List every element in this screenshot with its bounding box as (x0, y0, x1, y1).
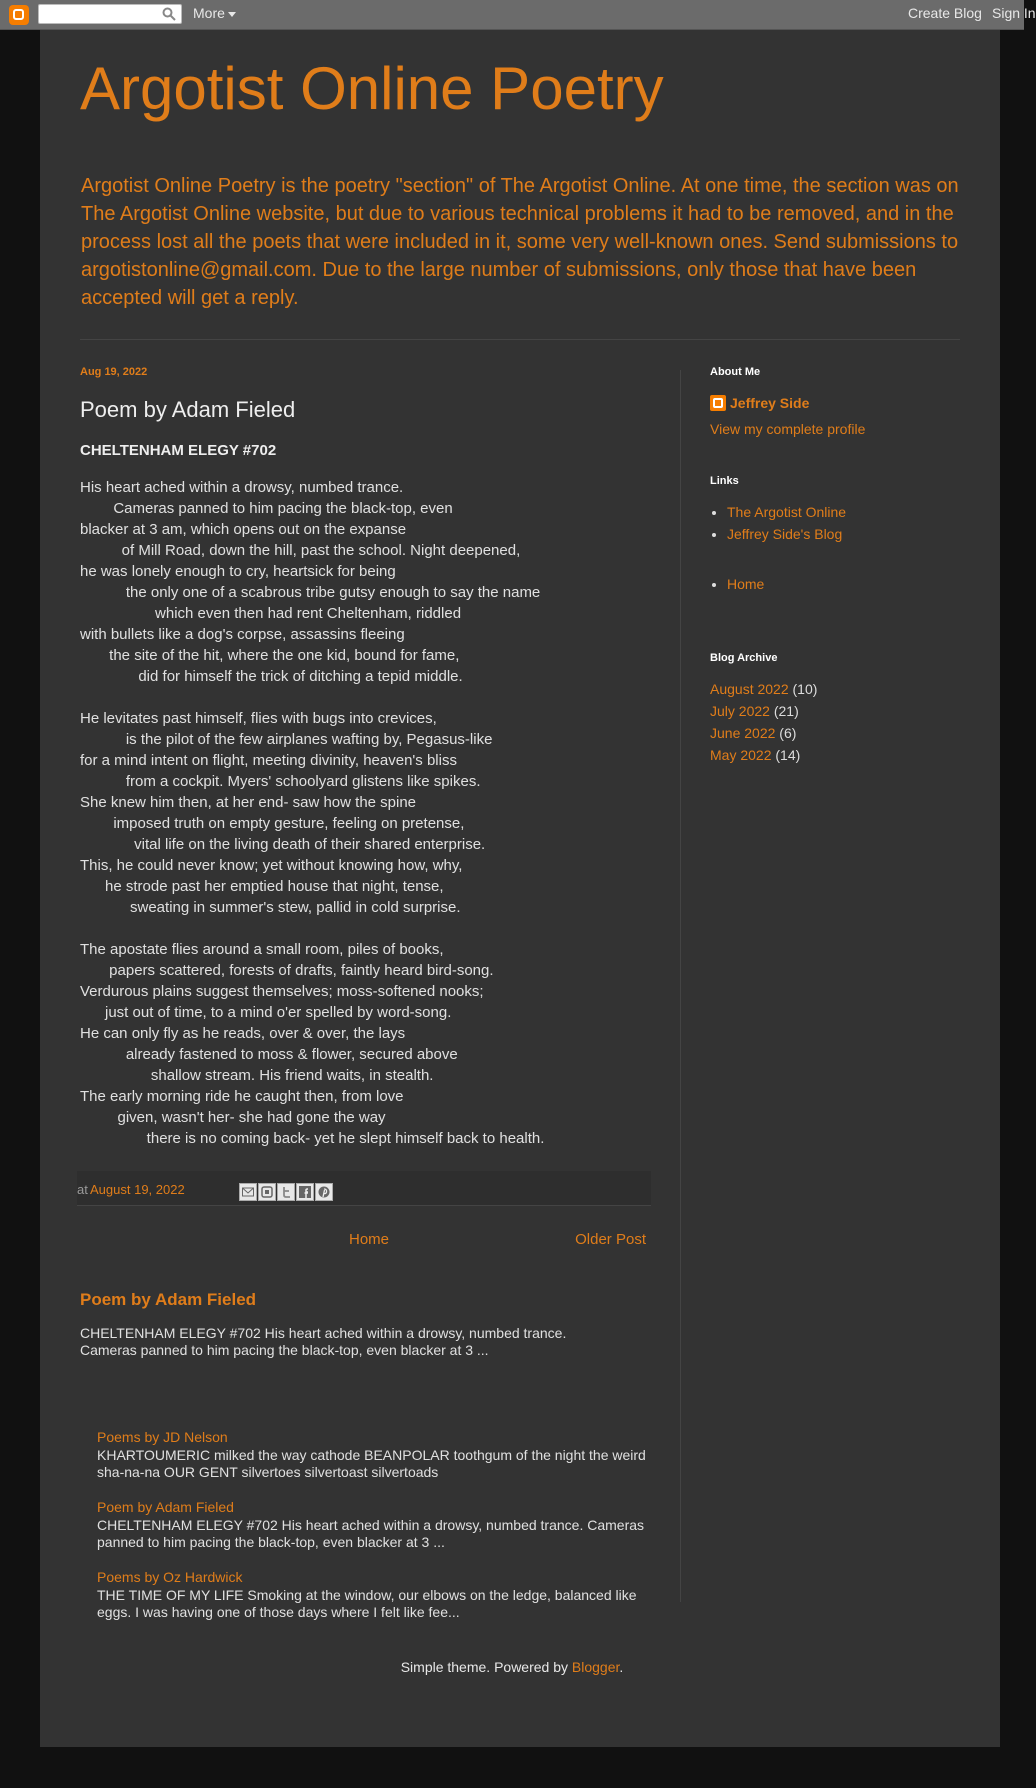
poem-line: is the pilot of the few airplanes wafting by, Pegasus-like (80, 731, 493, 748)
create-blog-link[interactable]: Create Blog (908, 5, 982, 21)
featured-post-title[interactable]: Poem by Adam Fieled (80, 1290, 257, 1309)
footer-suffix: . (619, 1659, 624, 1675)
featured-post-snippet: CHELTENHAM ELEGY #702 His heart ached within a drowsy, numbed trance. Cameras panned to him pacing the black-top, even blacker at 3 ... (80, 1325, 567, 1358)
poem-line: from a cockpit. Myers' schoolyard glistens like spikes. (80, 773, 481, 790)
blogger-logo-icon[interactable] (9, 5, 29, 25)
archive-count: (6) (779, 725, 797, 741)
content-area (40, 30, 1000, 1747)
poem-line: papers scattered, forests of drafts, faintly heard bird-song. (80, 962, 494, 979)
archive-item (710, 678, 970, 700)
poem-line: already fastened to moss & flower, secured above (80, 1046, 458, 1063)
main-column (80, 366, 652, 1149)
poem-stanza (80, 708, 652, 918)
sidebar (710, 366, 970, 766)
footer-attribution (0, 1659, 1024, 1675)
pager-home-link[interactable]: Home (349, 1231, 390, 1248)
pinterest-icon[interactable] (315, 1183, 333, 1201)
popular-post-item (97, 1428, 647, 1481)
poem-line: he strode past her emptied house that night, tense, (80, 878, 444, 895)
header-divider (80, 339, 960, 340)
poem-line: given, wasn't her- she had gone the way (80, 1109, 386, 1126)
share-buttons (239, 1183, 334, 1203)
blogger-profile-icon (710, 395, 726, 411)
archive-item (710, 722, 970, 744)
view-profile-link[interactable]: View my complete profile (710, 421, 866, 437)
archive-count: (10) (792, 681, 818, 697)
profile-row (710, 393, 970, 413)
archive-month-link[interactable]: May 2022 (710, 747, 772, 763)
archive-item (710, 700, 970, 722)
popular-post-item (97, 1568, 647, 1621)
popular-post-snippet: THE TIME OF MY LIFE Smoking at the window, our elbows on the ledge, balanced like eggs. I was having one of those days where I felt like fee... (97, 1587, 637, 1620)
link-jeffrey-side-blog[interactable]: Jeffrey Side's Blog (727, 526, 843, 542)
poem-line: he was lonely enough to cry, heartsick for being (80, 563, 396, 580)
poem-line: Cameras panned to him pacing the black-top, even (80, 500, 453, 517)
poem-line: The early morning ride he caught then, from love (80, 1088, 404, 1105)
poem-line: sweating in summer's stew, pallid in cold surprise. (80, 899, 461, 916)
poem-stanza (80, 477, 652, 687)
poem-line: did for himself the trick of ditching a tepid middle. (80, 668, 463, 685)
post-timestamp-link[interactable]: August 19, 2022 (90, 1182, 185, 1197)
post-title: Poem by Adam Fieled (80, 397, 296, 422)
twitter-icon[interactable] (277, 1183, 295, 1201)
poem-line: of Mill Road, down the hill, past the school. Night deepened, (80, 542, 521, 559)
pages-list-item (727, 573, 970, 595)
links-list-item (727, 501, 970, 523)
footer-text: Simple theme. Powered by (400, 1659, 572, 1675)
poem-line: for a mind intent on flight, meeting divinity, heaven's bliss (80, 752, 457, 769)
popular-post-title[interactable]: Poems by Oz Hardwick (97, 1569, 243, 1585)
poem-line: Verdurous plains suggest themselves; moss-softened nooks; (80, 983, 484, 1000)
archive-month-link[interactable]: July 2022 (710, 703, 770, 719)
post-footer (77, 1171, 651, 1206)
pages-list (710, 573, 970, 595)
poem-line: which even then had rent Cheltenham, riddled (80, 605, 462, 622)
blog-description: Argotist Online Poetry is the poetry "section" of The Argotist Online. At one time, the section was on The Argotist Online website, but due to various technical problems it had to be removed, and in the process lost all the poets that were included in it, some very well-known ones. Send submissions to argotistonline@gmail.com. Due to the large number of submissions, only those that have been accepted will get a reply. (81, 175, 959, 309)
poem-line: He can only fly as he reads, over & over, the lays (80, 1025, 406, 1042)
search-input[interactable] (38, 4, 182, 24)
blog-archive-title: Blog Archive (710, 652, 778, 664)
blogger-navbar (0, 0, 1036, 30)
blogthis-icon[interactable] (258, 1183, 276, 1201)
blog-pager (80, 1231, 652, 1251)
profile-name-link[interactable]: Jeffrey Side (730, 395, 810, 411)
archive-count: (21) (773, 703, 799, 719)
popular-post-snippet: CHELTENHAM ELEGY #702 His heart ached within a drowsy, numbed trance. Cameras panned to him pacing the black-top, even blacker at 3 ... (97, 1517, 645, 1550)
links-list-item (727, 523, 970, 545)
email-icon[interactable] (239, 1183, 257, 1201)
poem-line: vital life on the living death of their shared enterprise. (80, 836, 486, 853)
poem-line: shallow stream. His friend waits, in stealth. (80, 1067, 434, 1084)
popular-posts (97, 1428, 647, 1638)
facebook-icon[interactable] (296, 1183, 314, 1201)
link-argotist-online[interactable]: The Argotist Online (727, 504, 847, 520)
poem-line: This, he could never know; yet without knowing how, why, (80, 857, 463, 874)
archive-list (710, 678, 970, 766)
poem-body (80, 477, 652, 1149)
poem-line: He levitates past himself, flies with bugs into crevices, (80, 710, 437, 727)
archive-count: (14) (775, 747, 801, 763)
blog-title[interactable]: Argotist Online Poetry (80, 55, 664, 122)
poem-line: His heart ached within a drowsy, numbed trance. (80, 479, 404, 496)
poem-line: with bullets like a dog's corpse, assassins fleeing (80, 626, 405, 643)
blogger-link[interactable]: Blogger (571, 1659, 620, 1675)
poem-stanza (80, 939, 652, 1149)
popular-post-snippet: KHARTOUMERIC milked the way cathode BEANPOLAR toothgum of the night the weird sha-na-na OUR GENT silvertoes silvertoast silvertoads (97, 1447, 646, 1480)
poem-line: the site of the hit, where the one kid, bound for fame, (80, 647, 460, 664)
post-footer-at: at (77, 1182, 88, 1197)
popular-post-title[interactable]: Poem by Adam Fieled (97, 1499, 234, 1515)
chevron-down-icon (228, 12, 236, 17)
poem-line: The apostate flies around a small room, piles of books, (80, 941, 444, 958)
poem-line: there is no coming back- yet he slept himself back to health. (80, 1130, 545, 1147)
links-list (710, 501, 970, 545)
sign-in-link[interactable]: Sign In (992, 5, 1036, 21)
poem-line: She knew him then, at her end- saw how the spine (80, 794, 417, 811)
more-menu-button[interactable]: More (193, 5, 236, 21)
poem-heading: CHELTENHAM ELEGY #702 (80, 442, 277, 459)
popular-post-item (97, 1498, 647, 1551)
archive-month-link[interactable]: August 2022 (710, 681, 789, 697)
search-icon[interactable] (162, 7, 176, 21)
post-date-header: Aug 19, 2022 (80, 366, 148, 378)
poem-line: the only one of a scabrous tribe gutsy enough to say the name (80, 584, 541, 601)
links-title: Links (710, 475, 739, 487)
popular-post-title[interactable]: Poems by JD Nelson (97, 1429, 228, 1445)
about-me-title: About Me (710, 366, 761, 378)
poem-line: imposed truth on empty gesture, feeling on pretense, (80, 815, 465, 832)
column-divider (680, 370, 681, 1602)
archive-month-link[interactable]: June 2022 (710, 725, 776, 741)
poem-line: blacker at 3 am, which opens out on the expanse (80, 521, 407, 538)
archive-item (710, 744, 970, 766)
older-post-link[interactable]: Older Post (575, 1231, 646, 1248)
sidebar-home-link[interactable]: Home (727, 576, 765, 592)
poem-line: just out of time, to a mind o'er spelled by word-song. (80, 1004, 452, 1021)
